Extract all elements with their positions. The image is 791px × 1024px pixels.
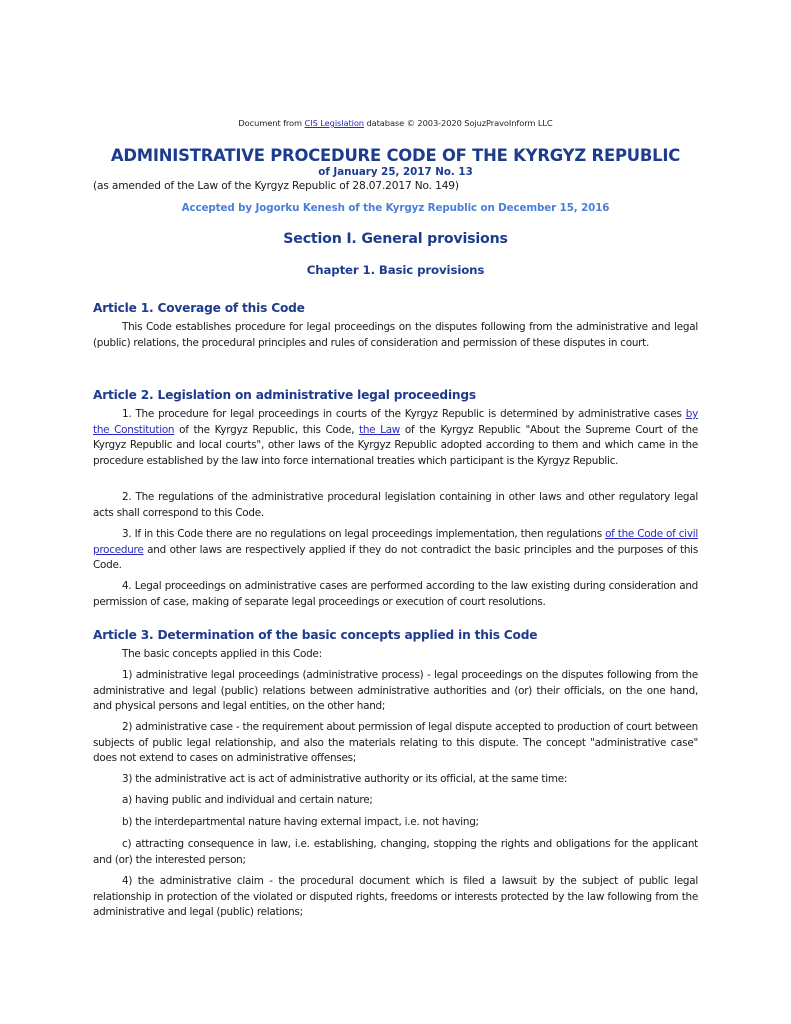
- civil-procedure-code-link[interactable]: of the Code of civil procedure: [93, 528, 698, 556]
- text-span: 3. If in this Code there are no regulations on legal proceedings implementation, then regulations: [122, 528, 606, 540]
- document-title: ADMINISTRATIVE PROCEDURE CODE OF THE KYRGYZ REPUBLIC: [110, 146, 681, 165]
- chapter-heading: Chapter 1. Basic provisions: [306, 263, 485, 277]
- article-2-paragraph-2: 2. The regulations of the administrative procedural legislation containing in other laws and other regulatory legal acts shall correspond to this Code.: [93, 491, 698, 519]
- source-suffix: database © 2003-2020 SojuzPravoInform LLC: [363, 118, 553, 128]
- article-3-item-4: 4) the administrative claim - the procedural document which is filed a lawsuit by the subject of public legal relationship in protection of the violated or disputed rights, freedoms or interests protected by the law following from the administrative and legal (public) relations;: [93, 875, 698, 919]
- article-3-item-3b: b) the interdepartmental nature having external impact, i.e. not having;: [122, 816, 479, 828]
- text-span: and other laws are respectively applied if they do not contradict the basic principles and the purposes of this Code.: [93, 543, 698, 572]
- supreme-court-law-link[interactable]: the Law: [359, 423, 401, 436]
- article-3-heading: Article 3. Determination of the basic concepts applied in this Code: [93, 628, 538, 642]
- article-3-item-3c: c) attracting consequence in law, i.e. establishing, changing, stopping the rights and obligations for the applicant and (or) the interested person;: [93, 838, 698, 866]
- acceptance-note: Accepted by Jogorku Kenesh of the Kyrgyz Republic on December 15, 2016: [181, 202, 610, 214]
- article-2-paragraph-4: 4. Legal proceedings on administrative cases are performed according to the law existing during consideration and permission of case, making of separate legal proceedings or execution of court resolutions.: [93, 580, 698, 608]
- article-3-intro: The basic concepts applied in this Code:: [122, 648, 322, 660]
- document-date: of January 25, 2017 No. 13: [318, 166, 473, 178]
- text-span: 1. The procedure for legal proceedings in courts of the Kyrgyz Republic is determined by administrative cases: [122, 408, 686, 420]
- article-3-item-3a: a) having public and individual and certain nature;: [122, 794, 373, 806]
- text-span: of the Kyrgyz Republic, this Code,: [174, 423, 360, 436]
- article-1-heading: Article 1. Coverage of this Code: [93, 301, 305, 315]
- source-line: [93, 118, 698, 128]
- article-1-paragraph: This Code establishes procedure for legal proceedings on the disputes following from the administrative and legal (public) relations, the procedural principles and rules of consideration and permission of these disputes in court.: [93, 321, 698, 349]
- amendment-note: (as amended of the Law of the Kyrgyz Republic of 28.07.2017 No. 149): [93, 180, 459, 192]
- article-2-paragraph-1: [93, 407, 698, 469]
- article-3-item-2: 2) administrative case - the requirement about permission of legal dispute accepted to production of court between subjects of public legal relationship, and also the materials relating to this dispute. The concept "administrative case" does not extend to cases on administrative offenses;: [93, 721, 698, 765]
- article-3-item-1: 1) administrative legal proceedings (administrative process) - legal proceedings on the disputes following from the administrative and legal (public) relations between administrative authorities and (or) their officials, on the one hand, and physical persons and legal entities, on the other hand;: [93, 669, 698, 713]
- text-span: of the Kyrgyz Republic "About the Supreme Court of the Kyrgyz Republic and local courts", other laws of the Kyrgyz Republic adopted according to them and which came in the procedure established by the law into force international treaties which participant is the Kyrgyz Republic.: [93, 423, 699, 467]
- source-prefix: Document from: [238, 118, 305, 128]
- section-heading: Section I. General provisions: [283, 231, 508, 247]
- article-3-item-3: 3) the administrative act is act of administrative authority or its official, at the same time:: [122, 773, 568, 785]
- constitution-link[interactable]: by the Constitution: [93, 408, 698, 436]
- cis-legislation-link[interactable]: CIS Legislation: [304, 118, 364, 128]
- article-2-paragraph-3: [93, 527, 698, 574]
- article-2-heading: Article 2. Legislation on administrative legal proceedings: [93, 388, 476, 402]
